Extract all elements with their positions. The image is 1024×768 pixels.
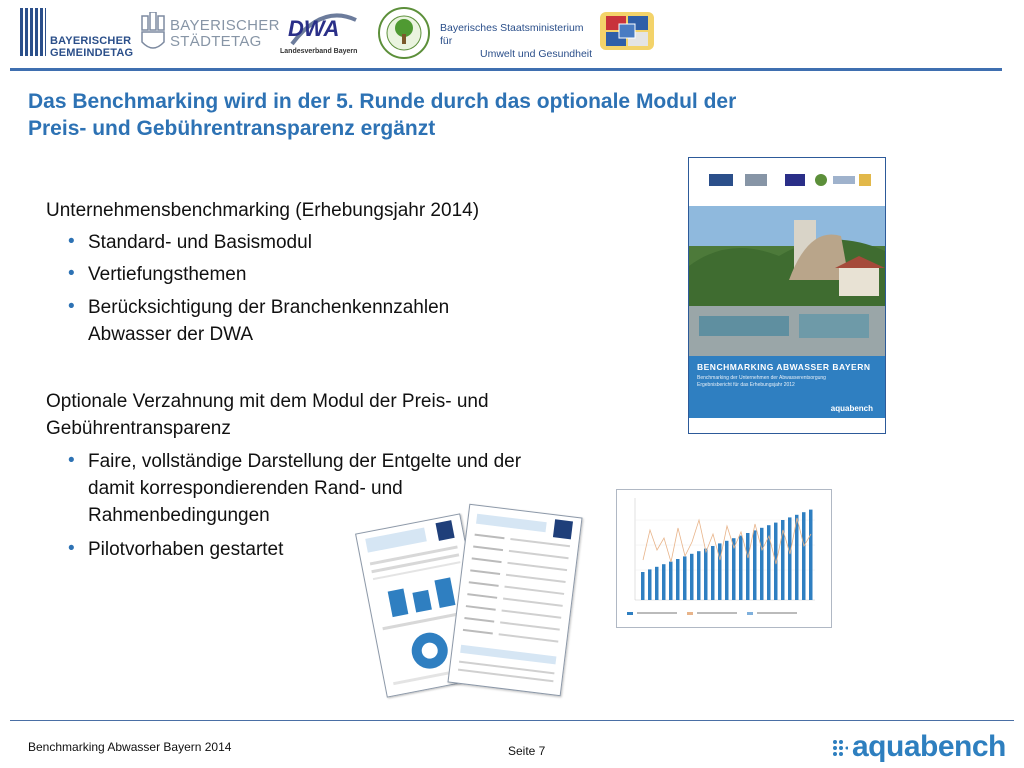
thumbnail-bar [704,549,708,600]
benchmark-chart-thumbnail [616,489,832,628]
cover-photo-treatment-plant [689,206,885,356]
cover-logos-strip [699,170,875,190]
slide-title-line1: Das Benchmarking wird in der 5. Runde durch das optionale Modul der [28,90,737,113]
thumbnail-bar [690,554,694,600]
thumbnail-bar [711,546,715,600]
thumbnail-bar [718,543,722,600]
ministry-line2: Umwelt und Gesundheit [480,48,593,60]
thumbnail-bar [760,528,764,600]
thumbnail-bar [641,572,645,600]
thumbnail-bar [739,536,743,600]
bullet-dot: • [68,231,75,252]
bavarian-coat-of-arms-icon [600,12,654,50]
section2-bullet-2: Pilotvorhaben gestartet [88,539,284,560]
page-number: Seite 7 [508,744,546,758]
thumbnail-bar [809,510,813,600]
benchmark-chart-thumbnail-graphic [617,490,831,627]
thumbnail-bar [774,523,778,600]
price-document-page-2 [447,504,582,697]
slide-title-line2: Preis- und Gebührentransparenz ergänzt [28,117,436,140]
bullet-dot: • [68,296,75,317]
section1-bullet-3: Berücksichtigung der Branchenkennzahlen [88,297,450,318]
bullet-dot: • [68,263,75,284]
thumbnail-bar [648,569,652,600]
ministry-logo-text [440,22,595,60]
section2-bullet-1-cont1: damit korrespondierenden Rand- und [88,478,403,499]
staedtetag-logo [140,12,280,56]
section1-heading: Unternehmensbenchmarking (Erhebungsjahr 2014) [46,200,480,221]
section2-bullet-1: Faire, vollständige Darstellung der Entgelte und der [88,451,522,472]
cover-title: BENCHMARKING ABWASSER BAYERN [697,362,871,372]
thumbnail-bar [669,562,673,600]
thumbnail-bar [788,517,792,600]
thumbnail-bar [697,551,701,600]
gemeindetag-logo-line1: BAYERISCHER [50,35,132,47]
section2-bullet-1-cont2: Rahmenbedingungen [88,505,270,526]
thumbnail-bar [662,564,666,600]
thumbnail-bar [753,530,757,600]
thumbnail-bar [746,533,750,600]
aquabench-wordmark: aquabench [852,730,1006,763]
gemeindetag-bars-icon [20,8,46,56]
footer-divider [10,720,1014,721]
tree-seal-icon [377,6,431,60]
staedtetag-logo-line1: BAYERISCHER [170,17,280,34]
ministry-line1: Bayerisches Staatsministerium für [440,22,584,47]
staedtetag-crest-icon [140,12,166,54]
gemeindetag-logo-line2: GEMEINDETAG [50,47,134,59]
bullet-dot: • [68,450,75,471]
cover-title-band [689,356,885,418]
report-cover-image [688,157,886,434]
thumbnail-bar [802,512,806,600]
section2-heading-line2: Gebührentransparenz [46,418,231,439]
staedtetag-logo-line2: STÄDTETAG [170,33,262,50]
cover-subtitle-1: Benchmarking der Unternehmen der Abwasserentsorgung [697,375,826,381]
thumbnail-bar [676,559,680,600]
footer-title: Benchmarking Abwasser Bayern 2014 [28,740,232,754]
cover-brand: aquabench [830,404,873,413]
thumbnail-bar [683,556,687,600]
header-divider [10,68,1002,71]
cover-subtitle-2: Ergebnisbericht für das Erhebungsjahr 2012 [697,382,795,388]
thumbnail-bar [725,541,729,600]
section1-bullet-3-cont: Abwasser der DWA [88,324,254,345]
dwa-logo [278,10,368,58]
section1-bullet-2: Vertiefungsthemen [88,264,247,285]
dwa-logo-mark: DWA [288,16,340,41]
aquabench-dots-icon [832,738,848,758]
dwa-logo-sub: Landesverband Bayern [280,48,358,55]
thumbnail-bar [655,567,659,600]
section1-bullet-1: Standard- und Basismodul [88,232,312,253]
gemeindetag-logo [20,8,134,59]
aquabench-logo [832,730,1007,764]
section2-heading-line1: Optionale Verzahnung mit dem Modul der Preis- und [46,391,489,412]
price-document-page-2-content [449,505,582,695]
bullet-dot: • [68,538,75,559]
slide-title [28,88,928,142]
